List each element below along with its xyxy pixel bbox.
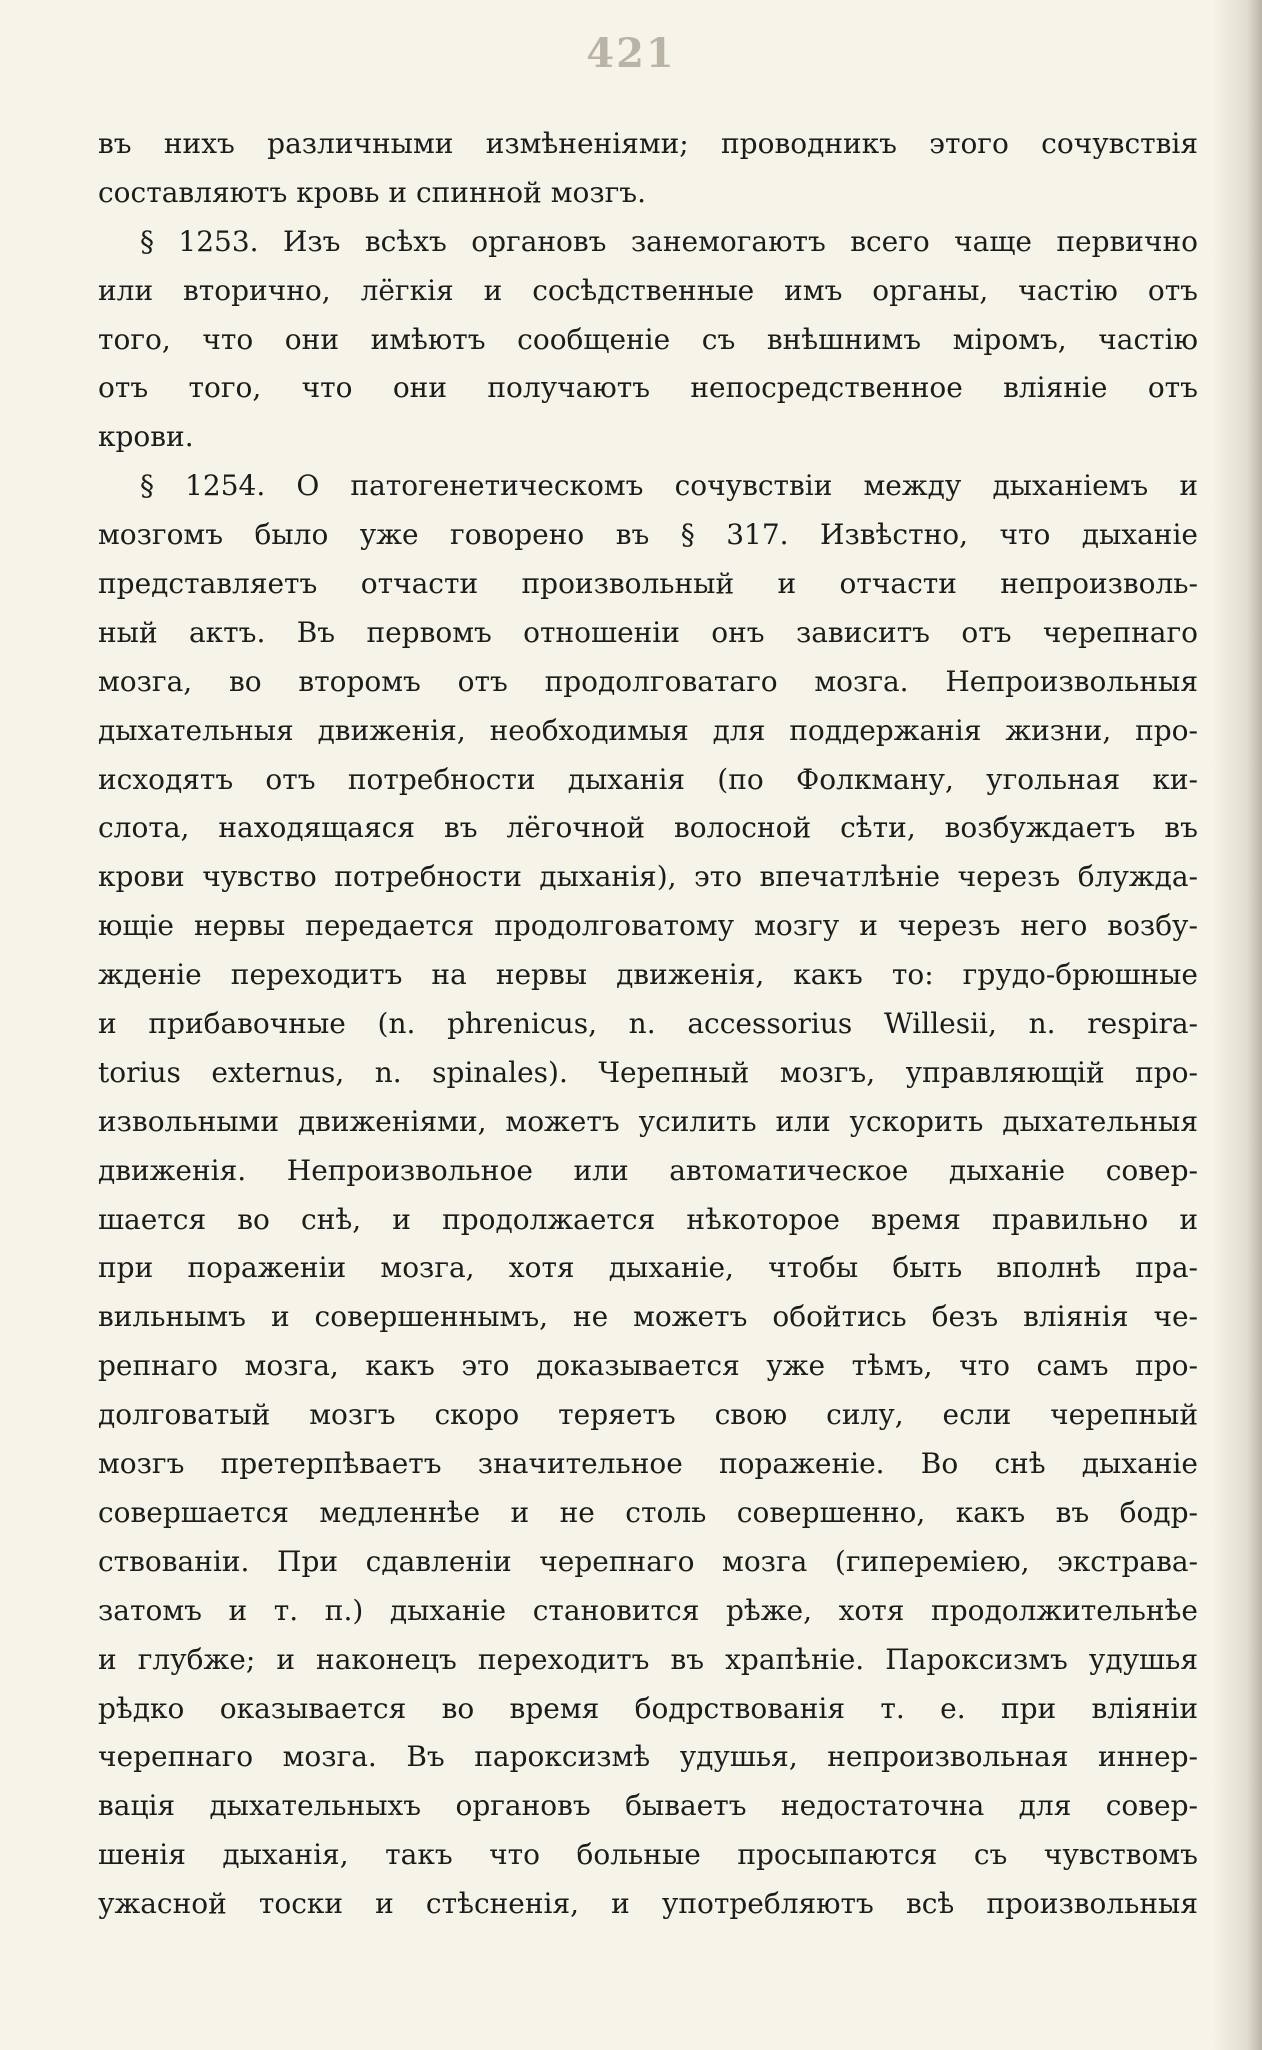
- text-line: отъ того, что они получаютъ непосредственное вліяніе отъ: [98, 371, 1198, 405]
- page-number: 421: [586, 30, 676, 77]
- text-line: составляютъ кровь и спинной мозгъ.: [98, 175, 646, 209]
- text-line: § 1254. О патогенетическомъ сочувствіи между дыханіемъ и: [140, 469, 1198, 503]
- text-line: репнаго мозга, какъ это доказывается уже тѣмъ, что самъ про-: [98, 1349, 1198, 1383]
- text-line: долговатый мозгъ скоро теряетъ свою силу, если черепный: [98, 1398, 1198, 1432]
- text-line: мозгомъ было уже говорено въ § 317. Извѣстно, что дыханіе: [98, 518, 1198, 552]
- text-line: слота, находящаяся въ лёгочной волосной сѣти, возбуждаетъ въ: [98, 811, 1198, 845]
- text-line: крови чувство потребности дыханія), это впечатлѣніе черезъ блужда-: [98, 860, 1198, 894]
- text-line: ный актъ. Въ первомъ отношеніи онъ зависитъ отъ черепнаго: [98, 615, 1198, 649]
- text-line: или вторично, лёгкія и сосѣдственные имъ органы, частію отъ: [98, 273, 1198, 307]
- text-line: ствованіи. При сдавленіи черепнаго мозга (гипереміею, экстрава-: [98, 1544, 1198, 1578]
- text-line: затомъ и т. п.) дыханіе становится рѣже, хотя продолжительнѣе: [98, 1593, 1198, 1627]
- text-line: совершается медленнѣе и не столь совершенно, какъ въ бодр-: [98, 1495, 1198, 1529]
- text-line: крови.: [98, 420, 194, 454]
- text-line: и прибавочные (n. phrenicus, n. accessorius Willesii, n. respira-: [98, 1007, 1198, 1041]
- text-line: § 1253. Изъ всѣхъ органовъ занемогаютъ всего чаще первично: [140, 224, 1198, 258]
- text-line: дыхательныя движенія, необходимыя для поддержанія жизни, про-: [98, 713, 1198, 747]
- text-line: жденіе переходитъ на нервы движенія, какъ то: грудо-брюшные: [98, 958, 1198, 992]
- text-line: ужасной тоски и стѣсненія, и употребляютъ всѣ произвольныя: [98, 1887, 1198, 1921]
- text-line: исходятъ отъ потребности дыханія (по Фолкману, угольная ки-: [98, 762, 1198, 796]
- text-line: torius externus, n. spinales). Черепный мозгъ, управляющій про-: [98, 1055, 1198, 1089]
- text-line: и глубже; и наконецъ переходитъ въ храпѣніе. Пароксизмъ удушья: [98, 1642, 1198, 1676]
- text-line: черепнаго мозга. Въ пароксизмѣ удушья, непроизвольная иннер-: [98, 1740, 1198, 1774]
- text-line: при пораженіи мозга, хотя дыханіе, чтобы быть вполнѣ пра-: [98, 1251, 1198, 1285]
- text-line: представляетъ отчасти произвольный и отчасти непроизволь-: [98, 567, 1198, 601]
- text-line: вильнымъ и совершеннымъ, не можетъ обойтись безъ вліянія че-: [98, 1300, 1198, 1334]
- text-line: въ нихъ различными измѣненіями; проводникъ этого сочувствія: [98, 127, 1198, 160]
- text-line: того, что они имѣютъ сообщеніе съ внѣшнимъ міромъ, частію: [98, 322, 1198, 356]
- text-line: рѣдко оказывается во время бодрствованія т. е. при вліяніи: [98, 1691, 1198, 1725]
- text-line: шенія дыханія, такъ что больные просыпаются съ чувствомъ: [98, 1838, 1198, 1872]
- page-edge-shadow: [1212, 0, 1262, 2050]
- text-line: движенія. Непроизвольное или автоматическое дыханіе совер-: [98, 1153, 1198, 1187]
- text-line: ющіе нервы передается продолговатому мозгу и черезъ него возбу-: [98, 909, 1198, 943]
- body-text: [98, 120, 1198, 1929]
- text-line: мозгъ претерпѣваетъ значительное пораженіе. Во снѣ дыханіе: [98, 1447, 1198, 1481]
- text-line: вація дыхательныхъ органовъ бываетъ недостаточна для совер-: [98, 1789, 1198, 1823]
- text-line: мозга, во второмъ отъ продолговатаго мозга. Непроизвольныя: [98, 664, 1198, 698]
- text-line: извольными движеніями, можетъ усилить или ускорить дыхательныя: [98, 1104, 1198, 1138]
- text-line: шается во снѣ, и продолжается нѣкоторое время правильно и: [98, 1202, 1198, 1236]
